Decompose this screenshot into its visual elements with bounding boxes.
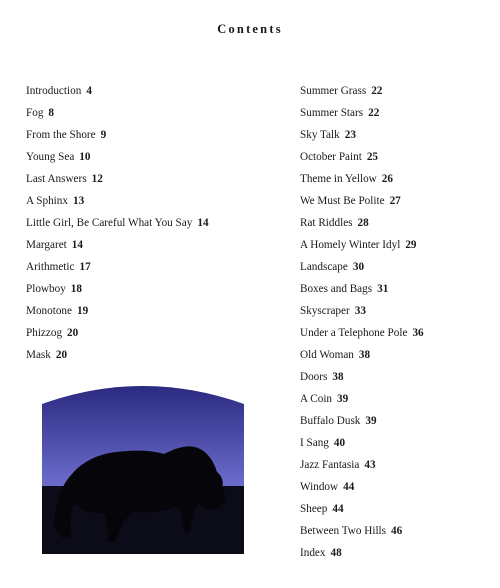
toc-entry-title: Skyscraper [300, 305, 350, 317]
toc-entry-page: 38 [332, 371, 344, 383]
toc-entry-page: 44 [332, 503, 344, 515]
toc-entry-title: Rat Riddles [300, 217, 353, 229]
toc-entry-title: Jazz Fantasia [300, 459, 360, 471]
toc-entry[interactable] [26, 102, 209, 124]
toc-entry[interactable] [300, 432, 424, 454]
toc-entry-page: 29 [405, 239, 417, 251]
toc-entry[interactable] [300, 542, 424, 564]
toc-entry-title: Between Two Hills [300, 525, 387, 537]
toc-entry-title: A Homely Winter Idyl [300, 239, 401, 251]
toc-entry-title: Mask [26, 349, 51, 361]
toc-entry[interactable] [26, 300, 209, 322]
toc-entry-title: Doors [300, 371, 328, 383]
buffalo-silhouette-icon [42, 382, 244, 554]
toc-entry-page: 20 [67, 327, 79, 339]
toc-entry[interactable] [26, 212, 209, 234]
toc-entry-title: Summer Grass [300, 85, 367, 97]
toc-entry-title: Under a Telephone Pole [300, 327, 408, 339]
toc-entry[interactable] [300, 256, 424, 278]
toc-entry-title: We Must Be Polite [300, 195, 385, 207]
toc-entry[interactable] [26, 344, 209, 366]
toc-entry-page: 48 [330, 547, 342, 559]
toc-entry[interactable] [300, 146, 424, 168]
toc-entry[interactable] [300, 498, 424, 520]
toc-entry[interactable] [300, 102, 424, 124]
toc-entry-page: 28 [357, 217, 369, 229]
toc-entry-title: A Coin [300, 393, 333, 405]
toc-entry-title: Introduction [26, 85, 82, 97]
toc-entry-page: 38 [358, 349, 371, 361]
toc-entry-page: 22 [368, 107, 380, 119]
toc-entry[interactable] [300, 212, 424, 234]
toc-entry-title: October Paint [300, 151, 362, 163]
toc-entry-page: 31 [377, 283, 389, 295]
toc-entry[interactable] [26, 168, 209, 190]
toc-entry-page: 10 [79, 151, 91, 163]
toc-entry[interactable] [26, 278, 209, 300]
toc-entry-page: 43 [364, 459, 376, 471]
toc-entry-title: Landscape [300, 261, 348, 273]
toc-entry-page: 13 [72, 195, 85, 207]
toc-entry-page: 36 [412, 327, 424, 339]
toc-entry-page: 9 [100, 129, 107, 141]
toc-entry-title: Plowboy [26, 283, 66, 295]
toc-left-column [26, 80, 209, 366]
toc-entry-title: Margaret [26, 239, 67, 251]
toc-entry[interactable] [300, 190, 424, 212]
toc-entry-title: Last Answers [26, 173, 87, 185]
toc-entry[interactable] [26, 146, 209, 168]
toc-entry[interactable] [300, 278, 424, 300]
toc-entry[interactable] [26, 124, 209, 146]
toc-entry-page: 8 [48, 107, 55, 119]
toc-entry-page: 23 [344, 129, 356, 141]
toc-entry[interactable] [300, 344, 424, 366]
toc-entry-page: 40 [333, 437, 346, 449]
toc-entry-page: 44 [343, 481, 355, 493]
toc-entry[interactable] [300, 124, 424, 146]
toc-right-column [300, 80, 424, 564]
toc-entry-title: Little Girl, Be Careful What You Say [26, 217, 193, 229]
toc-entry-page: 4 [86, 85, 92, 97]
toc-entry-page: 26 [381, 173, 393, 185]
toc-entry[interactable] [26, 234, 209, 256]
toc-entry[interactable] [300, 322, 424, 344]
toc-entry-page: 27 [389, 195, 401, 207]
toc-entry-title: Sheep [300, 503, 328, 515]
toc-entry-page: 18 [70, 283, 82, 295]
toc-entry-page: 25 [366, 151, 379, 163]
toc-entry[interactable] [26, 322, 209, 344]
toc-entry[interactable] [300, 410, 424, 432]
toc-entry-page: 17 [79, 261, 91, 273]
toc-entry-page: 19 [77, 305, 89, 317]
buffalo-dusk-illustration [42, 382, 244, 554]
toc-entry-page: 39 [337, 393, 349, 405]
toc-entry-page: 22 [371, 85, 383, 97]
toc-entry-title: Sky Talk [300, 129, 340, 141]
toc-entry-title: Summer Stars [300, 107, 364, 119]
toc-entry[interactable] [300, 366, 424, 388]
toc-entry[interactable] [300, 168, 424, 190]
toc-entry[interactable] [300, 80, 424, 102]
page-title: Contents [217, 22, 283, 36]
toc-entry-title: From the Shore [26, 129, 96, 141]
toc-entry-page: 20 [55, 349, 68, 361]
toc-entry-title: Monotone [26, 305, 72, 317]
toc-entry[interactable] [26, 80, 209, 102]
toc-entry[interactable] [300, 476, 424, 498]
toc-entry[interactable] [26, 190, 209, 212]
toc-entry-title: Window [300, 481, 339, 493]
toc-entry-title: A Sphinx [26, 195, 68, 207]
toc-entry[interactable] [300, 520, 424, 542]
toc-entry-title: Boxes and Bags [300, 283, 373, 295]
toc-entry[interactable] [300, 454, 424, 476]
toc-entry-title: Old Woman [300, 349, 354, 361]
toc-entry-title: I Sang [300, 437, 329, 449]
toc-entry-page: 30 [352, 261, 365, 273]
toc-entry-page: 39 [365, 415, 377, 427]
toc-entry[interactable] [300, 388, 424, 410]
toc-entry-title: Phizzog [26, 327, 63, 339]
toc-entry-page: 12 [91, 173, 103, 185]
toc-entry-title: Arithmetic [26, 261, 75, 273]
toc-entry[interactable] [300, 234, 424, 256]
toc-entry-title: Young Sea [26, 151, 75, 163]
toc-entry[interactable] [300, 300, 424, 322]
toc-entry-title: Fog [26, 107, 44, 119]
toc-entry-page: 33 [354, 305, 366, 317]
toc-entry-page: 46 [391, 525, 403, 537]
toc-entry-page: 14 [71, 239, 83, 251]
toc-entry-title: Theme in Yellow [300, 173, 377, 185]
toc-entry-page: 14 [197, 217, 209, 229]
toc-entry-title: Index [300, 547, 326, 559]
toc-entry[interactable] [26, 256, 209, 278]
toc-entry-title: Buffalo Dusk [300, 415, 361, 427]
